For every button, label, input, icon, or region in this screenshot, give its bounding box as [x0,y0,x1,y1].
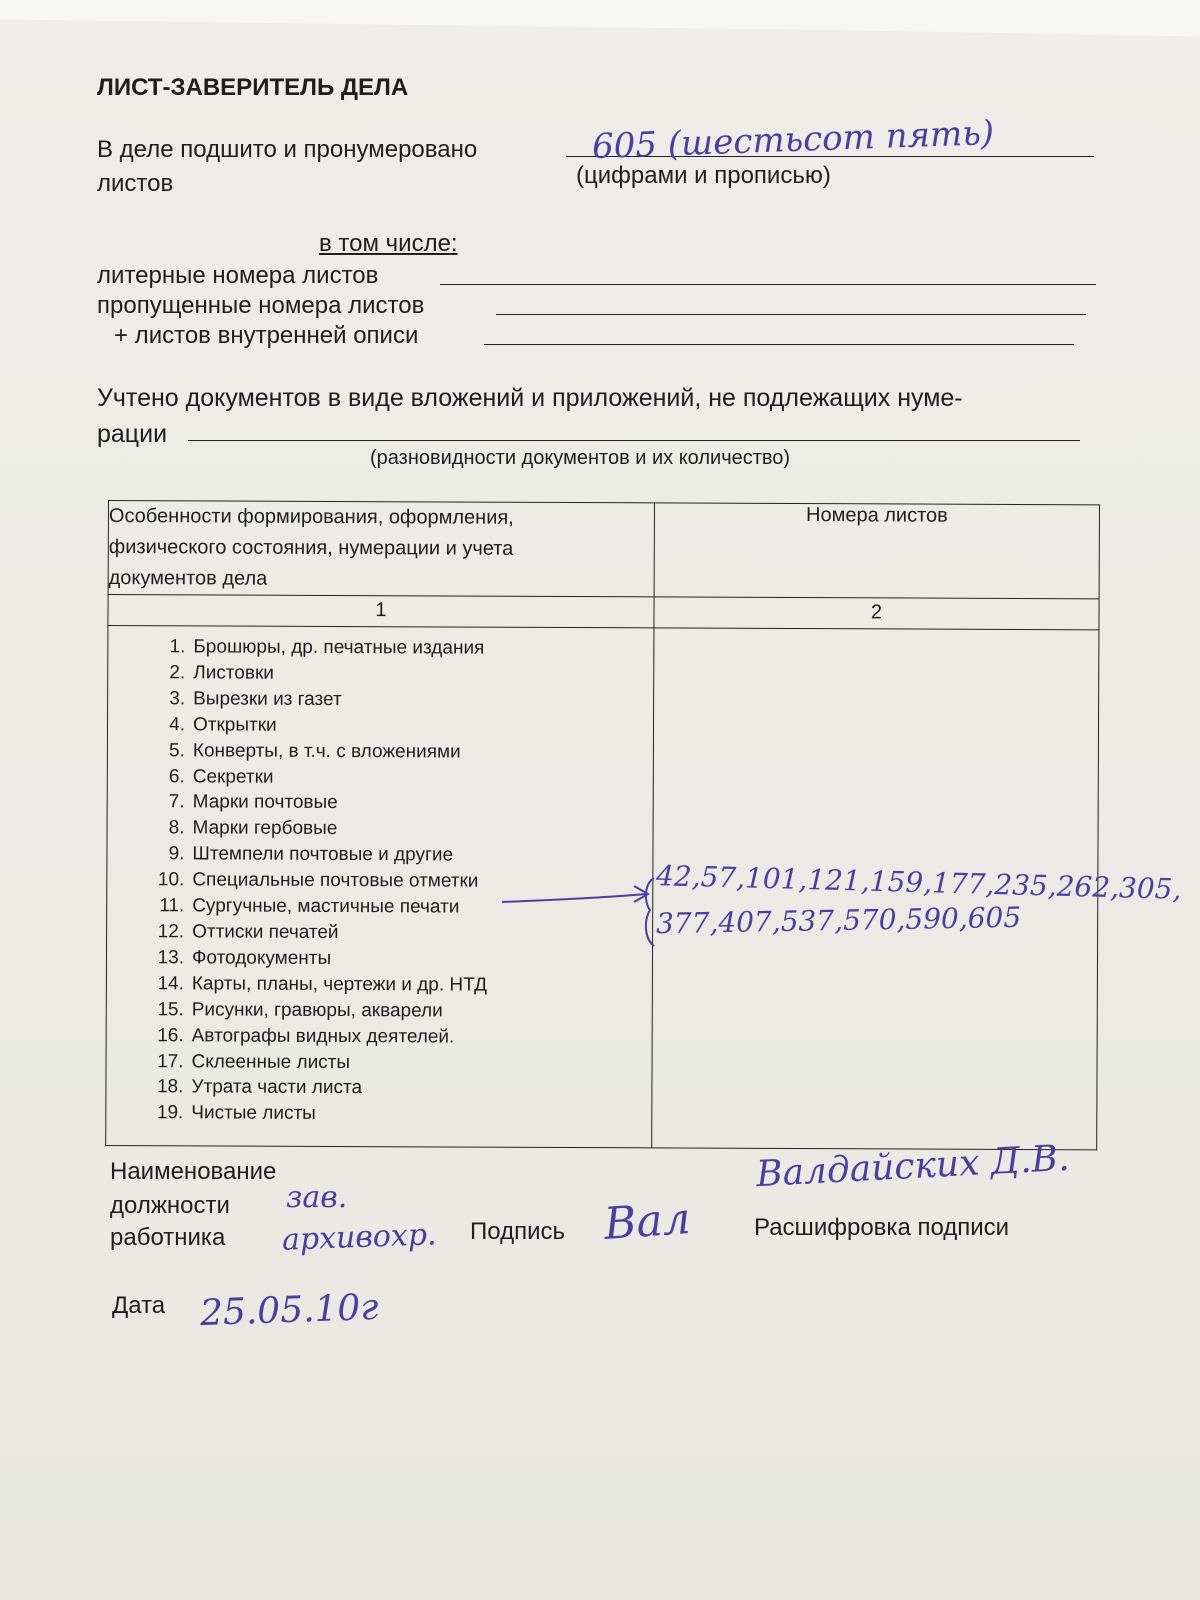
date-label: Дата [112,1292,166,1319]
item-number: 10. [157,869,185,891]
table-row [148,764,653,792]
accounted-hint: (разновидности документов и их количество) [370,447,791,469]
table-row [148,738,653,766]
item-label: Автографы видных деятелей. [191,1024,455,1048]
inner-inventory-line [484,344,1074,345]
item-number: 17. [157,1050,184,1072]
item-number: 16. [157,1024,184,1046]
signature-handwritten: Вал [602,1193,693,1250]
including-heading: в том числе: [319,230,458,257]
position-value-2: архивохр. [281,1217,438,1258]
header-features-line-3: документов дела [108,567,268,590]
missing-numbers-line [496,314,1086,315]
item-number: 1. [169,636,186,658]
table-row [148,816,653,844]
item-number: 19. [156,1102,184,1124]
item-label: Карты, планы, чертежи и др. НТД [191,973,488,996]
table-header-sheet-numbers: Номера листов [654,503,1099,599]
signature-decode-handwritten: Валдайских Д.В. [755,1137,1071,1196]
table-row [147,997,652,1025]
sheets-value-handwritten: 605 (шестьсот пять) [591,112,995,168]
signature-decode-label: Расшифровка подписи [754,1214,1010,1241]
item-label: Марки гербовые [192,817,338,840]
handwritten-arrow-icon [500,880,660,920]
literal-numbers-label: литерные номера листов [97,262,379,289]
sheets-line-label: В деле подшито и пронумеровано [97,136,478,163]
item-number: 4. [169,713,186,736]
item-number: 15. [157,998,184,1021]
table-row [147,971,652,999]
item-label: Сургучные, мастичные печати [192,895,460,918]
column-number-1: 1 [108,595,654,628]
item-number: 14. [157,973,184,995]
item-label: Фотодокументы [191,947,332,969]
item-label: Утрата части листа [191,1076,363,1099]
item-number: 2. [169,662,186,684]
column-number-2: 2 [654,597,1099,630]
position-value-1: зав. [286,1180,348,1215]
missing-numbers-label: пропущенные номера листов [97,292,425,319]
item-number: 5. [169,739,185,761]
table-row [146,1100,651,1128]
literal-numbers-line [440,284,1096,285]
accounted-line-1: Учтено документов в виде вложений и приложений, не подлежащих нуме- [97,384,963,412]
table-header-features [108,501,654,597]
table-row [146,1049,651,1077]
inner-inventory-label: + листов внутренней описи [114,322,419,349]
sheets-word: листов [97,170,174,197]
table-row [147,919,652,947]
item-label: Секретки [192,765,274,788]
item-label: Конверты, в т.ч. с вложениями [192,739,461,763]
item-number: 6. [168,765,185,787]
table-row [148,634,653,662]
header-features-line-1: Особенности формирования, оформления, [108,505,514,529]
item-number: 11. [159,895,185,917]
item-label: Оттиски печатей [192,921,339,943]
table-row [148,790,653,818]
position-label-3: работника [110,1224,226,1251]
item-number: 12. [157,921,185,943]
features-table [105,500,1100,1150]
item-label: Рисунки, гравюры, акварели [191,999,443,1022]
table-row [148,686,653,714]
item-label: Брошюры, др. печатные издания [193,636,485,659]
item-label: Вырезки из газет [193,688,342,710]
paper-top-edge [0,0,1200,43]
date-handwritten: 25.05.10г [199,1286,380,1335]
item-label: Марки почтовые [192,791,338,814]
accounted-line-2: рации [97,420,168,448]
position-label-2: должности [110,1192,230,1219]
item-number: 8. [168,817,185,839]
item-number: 9. [168,843,185,865]
table-row [148,712,653,740]
item-number: 13. [157,947,185,969]
item-label: Специальные почтовые отметки [192,869,479,892]
item-label: Листовки [193,662,274,684]
seal-pages-line-1: 42,57,101,121,159,177,235,262,305, [655,859,1182,906]
item-label: Чистые листы [191,1102,316,1125]
seal-pages-line-2: 377,407,537,570,590,605 [655,900,1022,941]
table-row [148,660,653,688]
table-row [147,945,652,973]
item-label: Штемпели почтовые и другие [192,843,454,866]
table-row [146,1075,651,1103]
item-label: Открытки [192,714,277,736]
form-title: ЛИСТ-ЗАВЕРИТЕЛЬ ДЕЛА [97,74,409,101]
sheets-hint: (цифрами и прописью) [576,162,831,189]
table-row [147,1023,652,1051]
header-features-line-2: физического состояния, нумерации и учета [108,536,514,560]
accounted-line [188,440,1080,441]
item-number: 18. [156,1076,184,1098]
signature-label: Подпись [470,1218,565,1245]
position-label-1: Наименование [110,1158,277,1185]
table-row [147,841,652,869]
item-number: 3. [169,688,186,710]
item-label: Склеенные листы [191,1050,351,1073]
item-number: 7. [168,791,185,813]
